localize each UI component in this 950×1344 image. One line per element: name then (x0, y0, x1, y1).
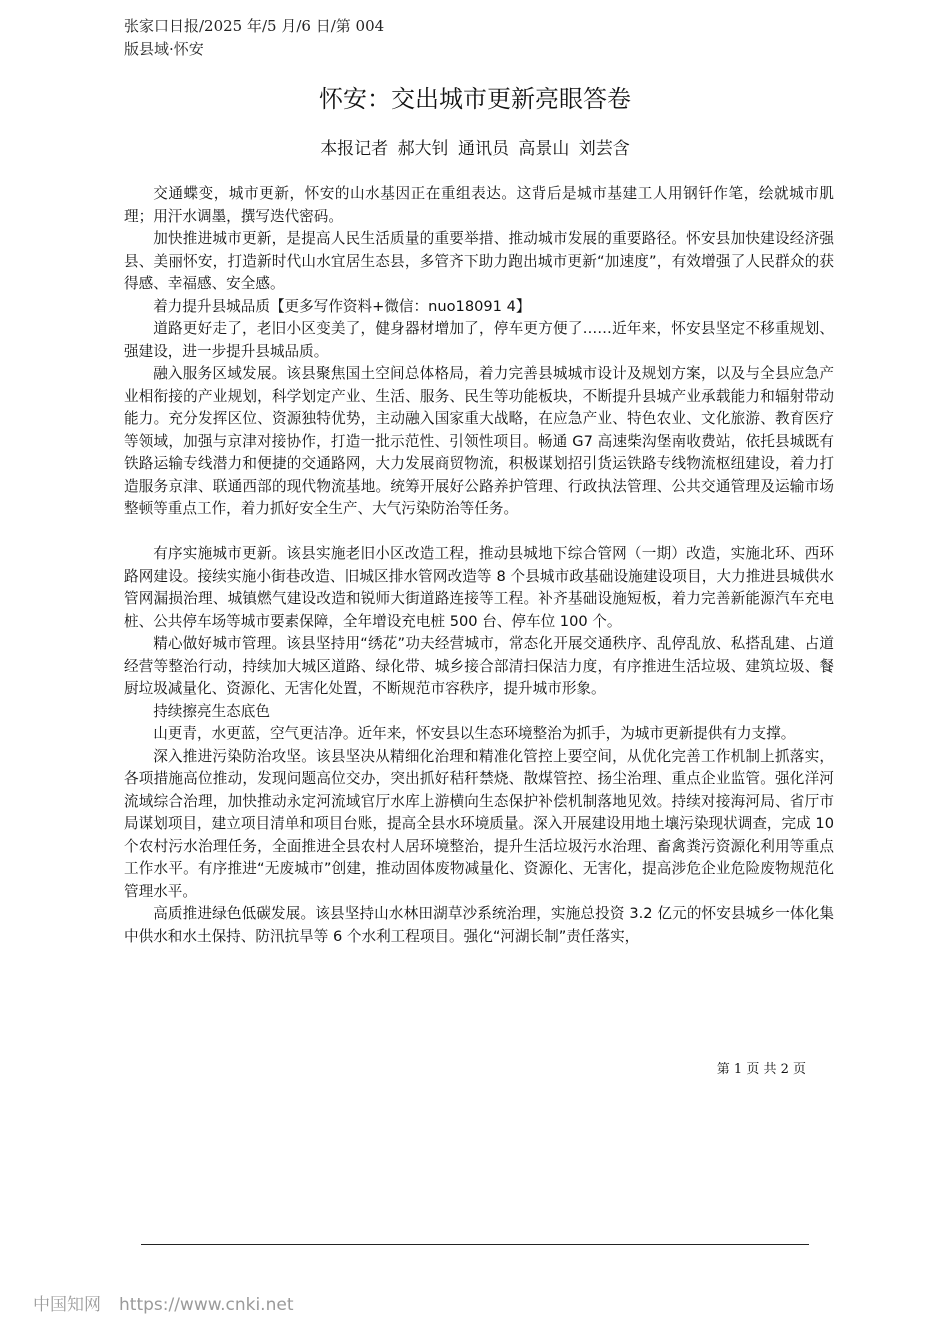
source-line: 张家口日报/2025 年/5 月/6 日/第 004 (124, 17, 385, 35)
paragraph: 有序实施城市更新。该县实施老旧小区改造工程，推动县城地下综合管网（一期）改造，实施北环、西环路网建设。接续实施小街巷改造、旧城区排水管网改造等 8 个县城市政基础设施建设项目，大力推进县城供水管网漏损治理、城镇燃气建设改造和锐师大街道路连接等工程。补齐基础设施短板，着力完善新能源汽车充电桩、公共停车场等城市要素保障，全年增设充电桩 500 台、停车位 100 个。 (124, 545, 834, 630)
watermark-url[interactable]: https://www.cnki.net (119, 1295, 294, 1315)
subheading: 着力提升县城品质【更多写作资料+微信：nuo18091 4】 (153, 297, 531, 315)
article-byline: 本报记者 郝大钊 通讯员 高景山 刘芸含 (320, 139, 630, 159)
watermark-brand: 中国知网 (33, 1295, 101, 1315)
article-body (124, 183, 834, 948)
paragraph: 道路更好走了，老旧小区变美了，健身器材增加了，停车更方便了……近年来，怀安县坚定不移重规划、强建设，进一步提升县城品质。 (124, 320, 834, 360)
paragraph: 深入推进污染防治攻坚。该县坚决从精细化治理和精准化管控上要空间，从优化完善工作机制上抓落实，各项措施高位推动，发现问题高位交办，突出抓好秸秆禁烧、散煤管控、扬尘治理、重点企业监管。强化洋河流域综合治理，加快推动永定河流域官厅水库上游横向生态保护补偿机制落地见效。持续对接海河局、省厅市局谋划项目，建立项目清单和项目台账，提高全县水环境质量。深入开展建设用地土壤污染现状调查，完成 10 个农村污水治理任务，全面推进全县农村人居环境整治，提升生活垃圾污水治理、畜禽粪污资源化利用等重点工作水平。有序推进“无废城市”创建，推动固体废物减量化、资源化、无害化，提高涉危企业危险废物规范化管理水平。 (124, 747, 834, 900)
paragraph: 山更青，水更蓝，空气更洁净。近年来，怀安县以生态环境整治为抓手，为城市更新提供有力支撑。 (153, 725, 796, 742)
article-title: 怀安：交出城市更新亮眼答卷 (319, 85, 631, 113)
section-line: 版县域·怀安 (124, 40, 204, 58)
cnki-watermark (33, 1293, 293, 1317)
paragraph: 加快推进城市更新，是提高人民生活质量的重要举措、推动城市发展的重要路径。怀安县加快建设经济强县、美丽怀安，打造新时代山水宜居生态县，多管齐下助力跑出城市更新“加速度”，有效增强了人民群众的获得感、幸福感、安全感。 (124, 230, 834, 292)
paragraph: 高质推进绿色低碳发展。该县坚持山水林田湖草沙系统治理，实施总投资 3.2 亿元的怀安县城乡一体化集中供水和水土保持、防汛抗旱等 6 个水利工程项目。强化“河湖长制”责任落实， (124, 905, 834, 945)
subheading: 持续擦亮生态底色 (153, 702, 270, 720)
paragraph: 精心做好城市管理。该县坚持用“绣花”功夫经营城市，常态化开展交通秩序、乱停乱放、私搭乱建、占道经营等整治行动，持续加大城区道路、绿化带、城乡接合部清扫保洁力度，有序推进生活垃圾、建筑垃圾、餐厨垃圾减量化、资源化、无害化处置，不断规范市容秩序，提升城市形象。 (124, 635, 834, 697)
paragraph: 融入服务区域发展。该县聚焦国土空间总体格局，着力完善县城城市设计及规划方案，以及与全县应急产业相衔接的产业规划，科学划定产业、生活、服务、民生等功能板块，不断提升县城产业承载能力和辐射带动能力。充分发挥区位、资源独特优势，主动融入国家重大战略，在应急产业、特色农业、文化旅游、教育医疗等领域，加强与京津对接协作，打造一批示范性、引领性项目。畅通 G7 高速柴沟堡南收费站，依托县城既有铁路运输专线潜力和便捷的交通路网，大力发展商贸物流，积极谋划招引货运铁路专线物流枢纽建设，着力打造服务京津、联通西部的现代物流基地。统筹开展好公路养护管理、行政执法管理、公共交通管理及运输市场整顿等重点工作，着力抓好安全生产、大气污染防治等任务。 (124, 365, 834, 517)
page-number: 第 1 页 共 2 页 (716, 1062, 806, 1077)
paragraph: 交通蝶变，城市更新，怀安的山水基因正在重组表达。这背后是城市基建工人用钢钎作笔，绘就城市肌理；用汗水调墨，撰写迭代密码。 (124, 185, 834, 225)
footer-divider (141, 1244, 809, 1245)
